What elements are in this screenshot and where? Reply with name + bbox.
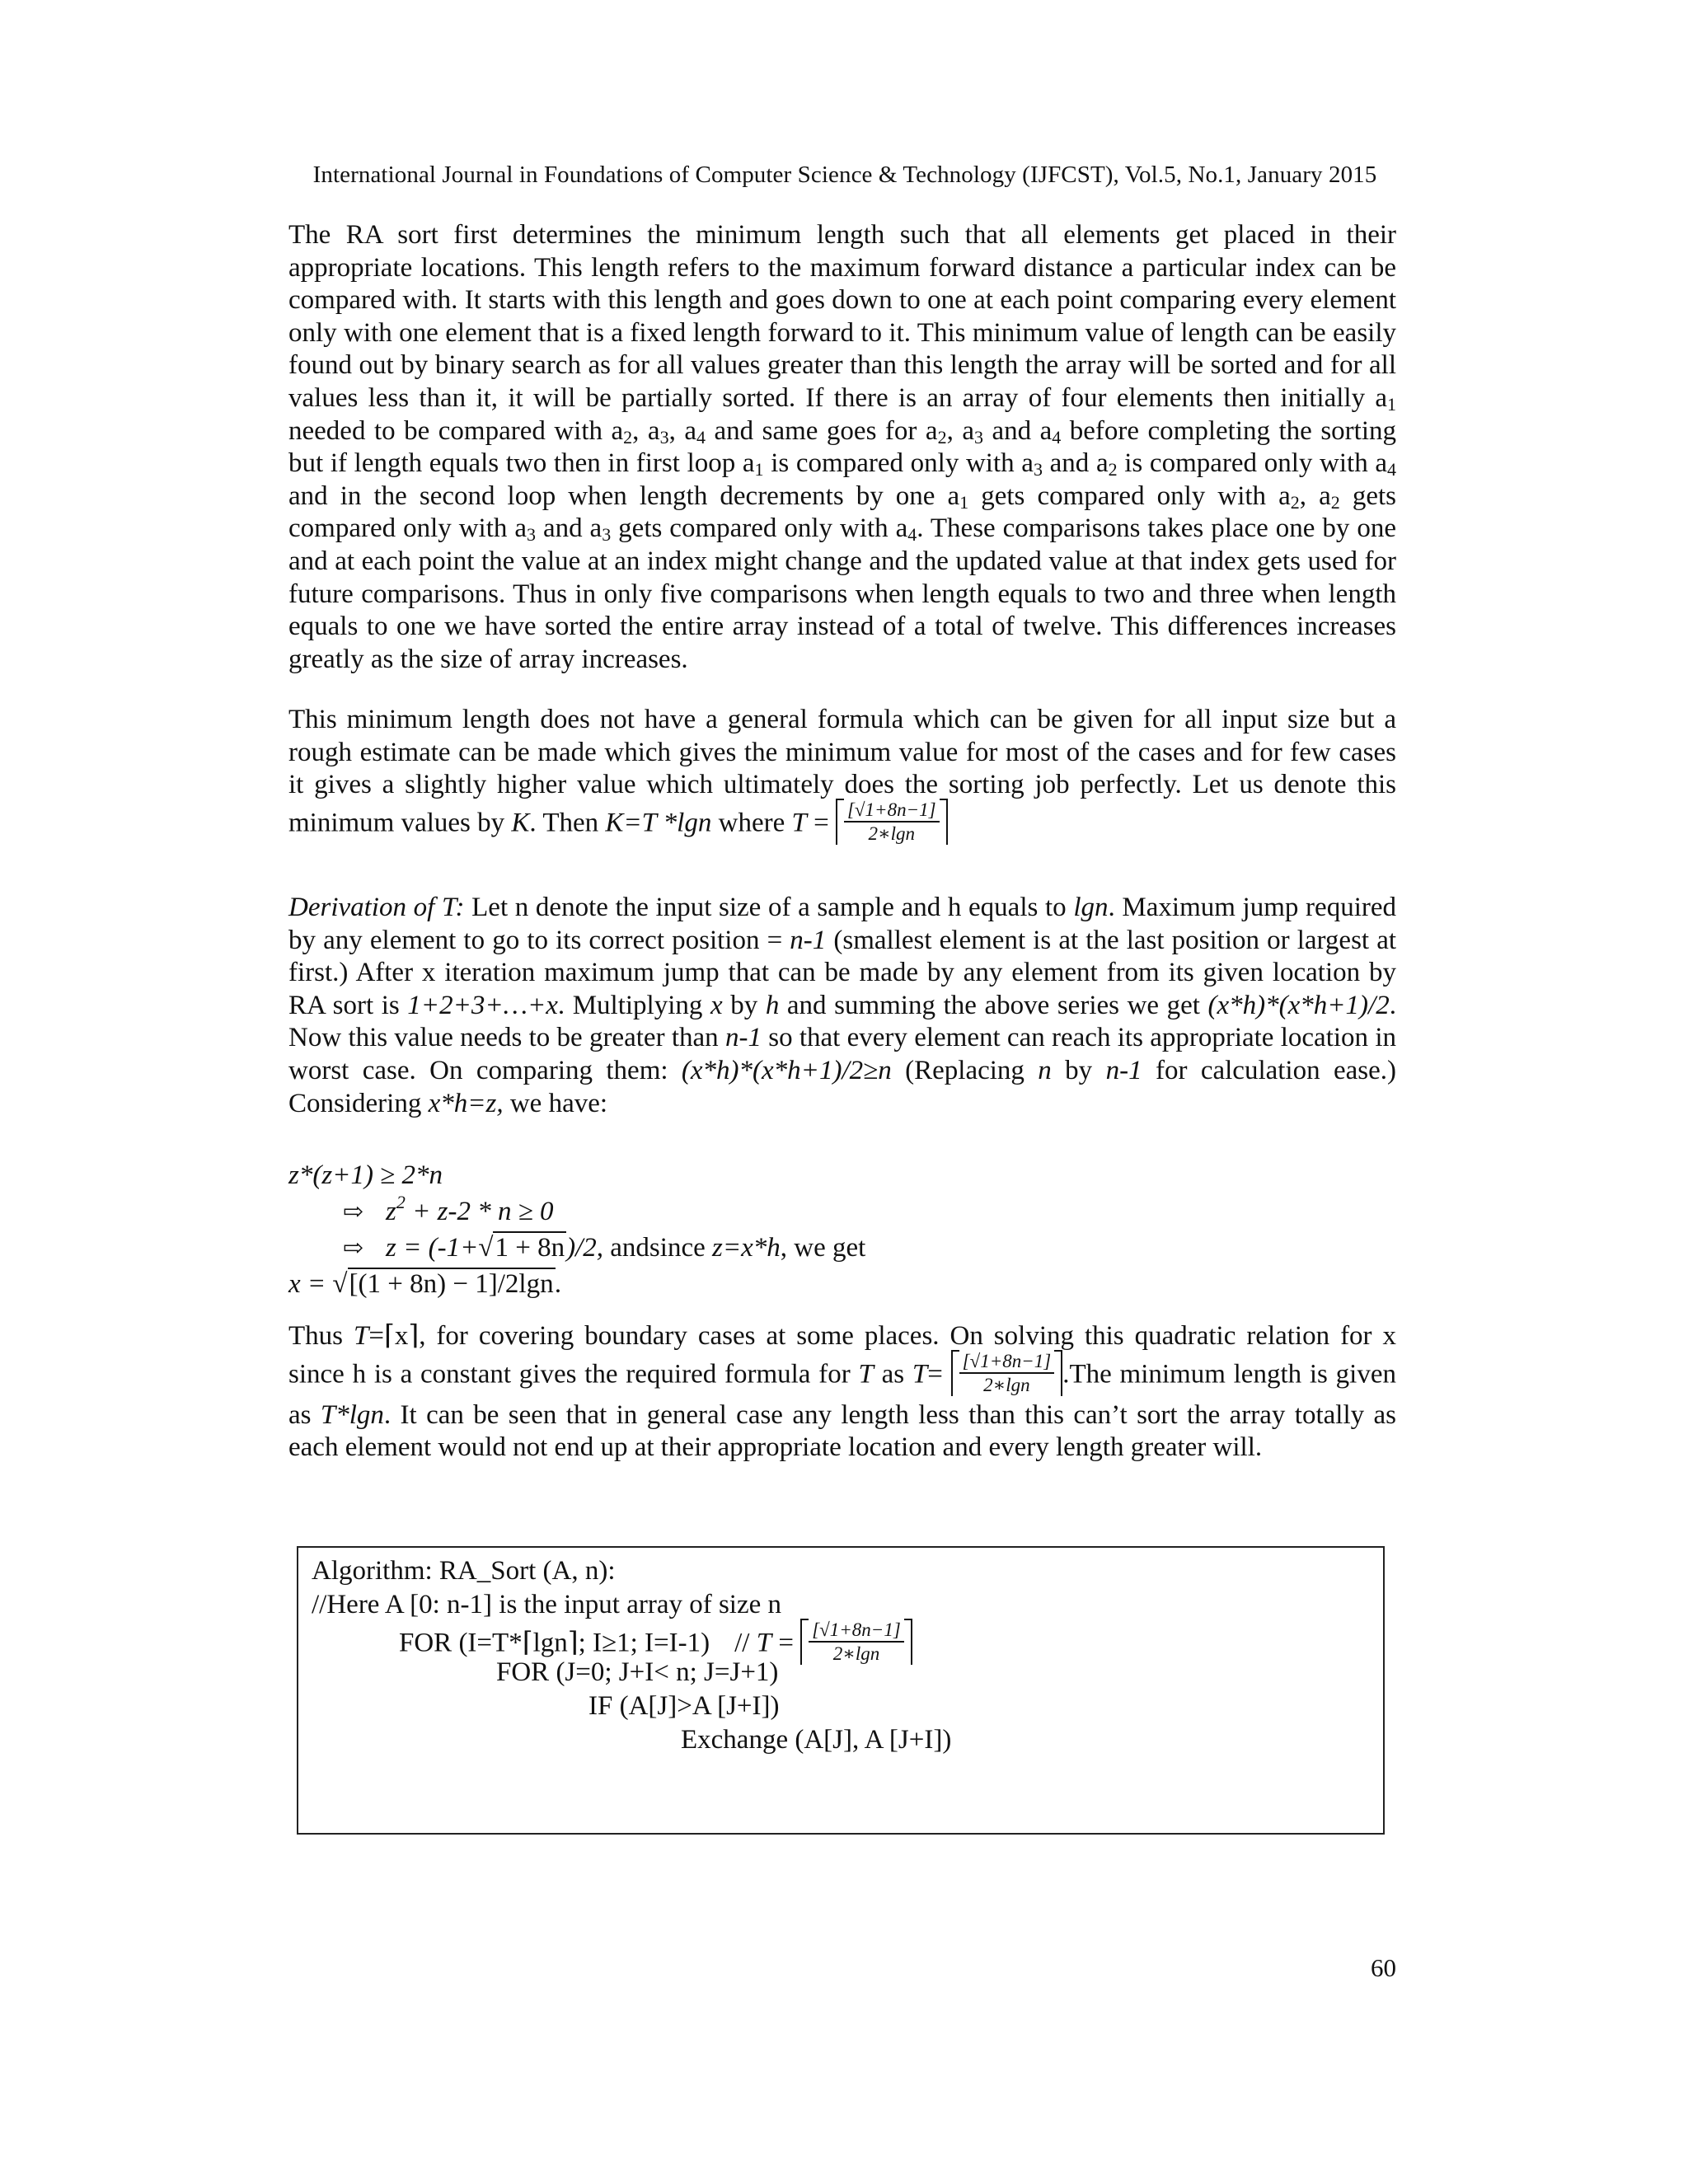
algorithm-outer-loop: FOR (I=T*⌈lgn⌉; I≥1; I=I-1) // T = $\frac{[√1+8n-1]}{2∗\lg n}$ [312,1622,1370,1656]
implies-arrow-icon: ⇨ [343,1198,364,1226]
algorithm-if-condition: IF (A[J]>A [J+I]) [588,1691,780,1721]
math-step-1: z*(z+1) ≥ 2*n [288,1160,443,1190]
paragraph-ra-sort-description: The RA sort first determines the minimum length such that all elements get placed in their appropriate locations. This length refers to the maximum forward distance a particular index can be compared with. It starts with this length and goes down to one at each point comparing every element only with one element that is a fixed length forward to it. This minimum value of length can be easily found out by binary search as for all values greater than this length the array will be sorted and for all values less than it, it will be partially sorted. If there is an array of four elements then initially $a_1$ needed to be compared with $a_2$, $a_3$, $a_4$ and same goes for $a_2$, $a_3$ and $a_4$ before completing the sorting but if length equals two then in first loop $a_1$ is compared only with $a_3$ and $a_2$ is compared only with $a_4$ and in the second loop when length decrements by one $a_1$ gets compared only with $a_2$, $a_2$ gets compared only with $a_3$ and $a_3$ gets compared only with $a_4$. These comparisons takes place one by one and at each point the value at an index might change and the updated value at that index gets used for future comparisons. Thus in only five comparisons when length equals to two and three when length equals to one we have sorted the entire array instead of a total of twelve. This differences increases greatly as the size of array increases. [288,220,1397,674]
algorithm-box [297,1546,1385,1835]
implies-arrow-icon: ⇨ [343,1235,364,1262]
algorithm-comment: //Here A [0: n-1] is the input array of size n [312,1590,782,1619]
algorithm-title: Algorithm: RA_Sort (A, n): [312,1556,616,1586]
math-step-2: ⇨ $z^2 + z-2 * n \ge 0$ [288,1193,1396,1230]
math-derivation-steps [288,1157,1396,1302]
paragraph-conclusion: Thus T=⌈x⌉, for covering boundary cases at some places. On solving this quadratic relation for x since h is a constant gives the required formula for T as T= $\frac{[√1+8n-1]}{2∗\lg n}$ .The minimum length is given as T*lgn. It can be seen that in general case any length less than this can’t sort the array totally as each element would not end up at their appropriate location and every length greater will. [288,1321,1397,1463]
algorithm-exchange: Exchange (A[J], A [J+I]) [681,1725,952,1755]
algorithm-inner-loop: FOR (J=0; J+I< n; J=J+1) [496,1657,779,1687]
math-step-4: x = √[(1 + 8n) − 1]/2lgn. [288,1269,562,1299]
math-step-3: ⇨ z = (-1+√1 + 8n)/2, andsince z=x*h, we get [288,1230,1396,1266]
paragraph-minimum-length: This minimum length does not have a general formula which can be given for all input size but a rough estimate can be made which gives the minimum value for most of the cases and for few cases it gives a slightly higher value which ultimately does the sorting job perfectly. Let us denote this minimum values by K. Then K=T *lgn where T = $\frac{[√1+8n-1]}{2∗\lg n}$ [288,705,1396,844]
paragraph-derivation: Derivation of T: Let n denote the input size of a sample and h equals to lgn. Maximum jump required by any element to go to its correct position = n-1 (smallest element is at the last position or largest at first.) After x iteration maximum jump that can be made by any element from its given location by RA sort is 1+2+3+…+x. Multiplying x by h and summing the above series we get (x*h)*(x*h+1)/2. Now this value needs to be greater than n-1 so that every element can reach its appropriate location in worst case. On comparing them: (x*h)*(x*h+1)/2≥n (Replacing n by n-1 for calculation ease.) Considering x*h=z, we have: [288,893,1397,1118]
journal-header: International Journal in Foundations of Computer Science & Technology (IJFCST), Vol.5, No.1, January 2015 [312,162,1377,188]
derivation-title: Derivation of T: [288,893,465,922]
t-formula-fraction: $\frac{[√1+8n-1]}{2∗\lg n}$ [836,799,948,845]
t-formula-fraction: $\frac{[√1+8n-1]}{2∗\lg n}$ [800,1619,912,1665]
t-formula-fraction: $\frac{[√1+8n-1]}{2∗\lg n}$ [951,1350,1063,1396]
page-number: 60 [1371,1953,1396,1982]
